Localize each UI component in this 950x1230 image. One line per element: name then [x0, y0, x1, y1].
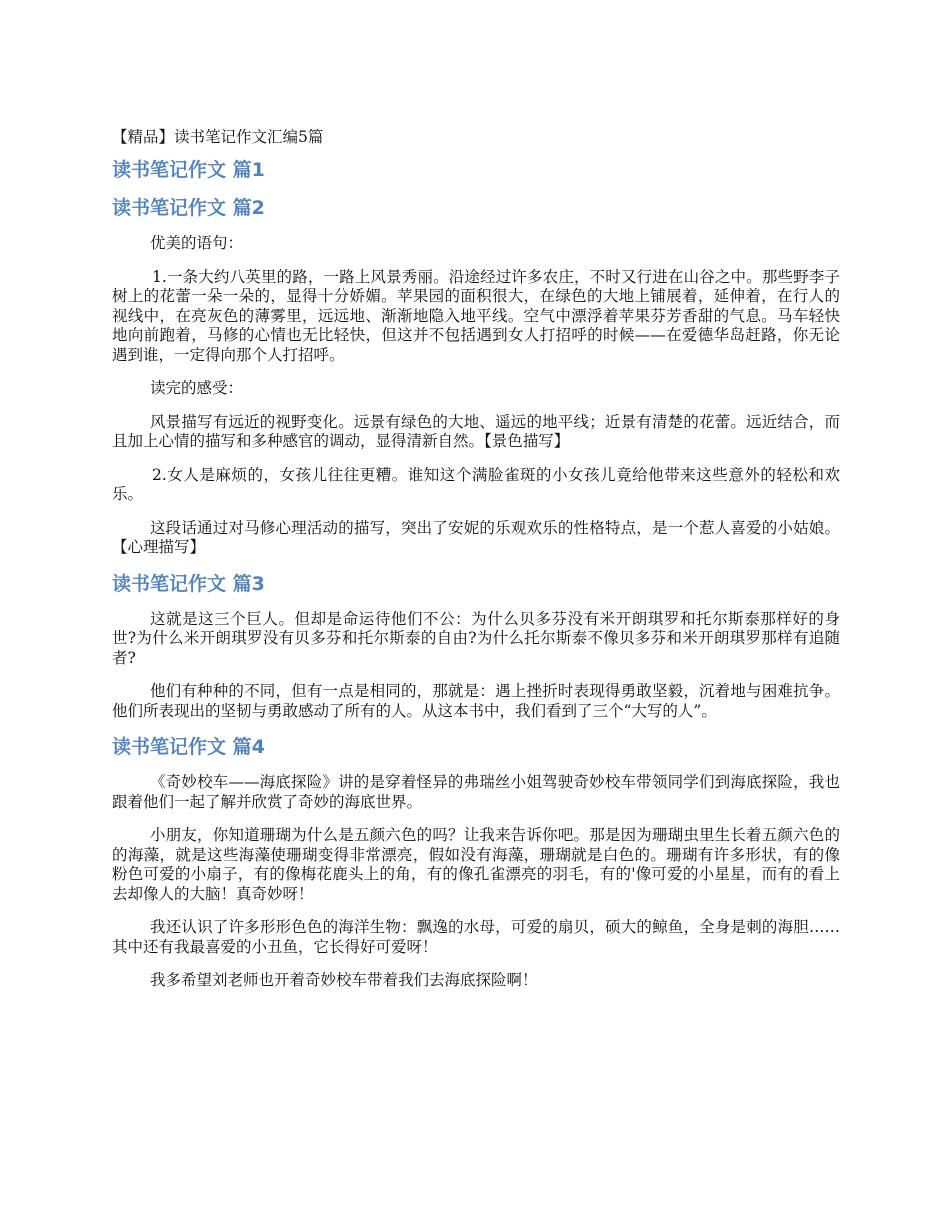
section-heading-1: 读书笔记作文 篇1	[112, 159, 265, 181]
paragraph: 他们有种种的不同，但有一点是相同的，那就是：遇上挫折时表现得勇敢坚毅，沉着地与困难抗争。他们所表现出的坚韧与勇敢感动了所有的人。从这本书中，我们看到了三个“大写的人”。	[112, 682, 840, 720]
document-title: 【精品】读书笔记作文汇编5篇	[112, 128, 324, 146]
paragraph: 2.女人是麻烦的，女孩儿往往更糟。谁知这个满脸雀斑的小女孩儿竟给他带来这些意外的轻松和欢乐。	[112, 465, 840, 503]
paragraph: 1.一条大约八英里的路，一路上风景秀丽。沿途经过许多农庄，不时又行进在山谷之中。那些野李子树上的花蕾一朵一朵的，显得十分娇媚。苹果园的面积很大，在绿色的大地上铺展着，延伸着，在行人的视线中，在亮灰色的薄雾里，远远地、渐渐地隐入地平线。空气中漂浮着苹果芬芳香甜的气息。马车轻快地向前跑着，马修的心情也无比轻快，但这并不包括遇到女人打招呼的时候——在爱德华岛赶路，你无论遇到谁，一定得向那个人打招呼。	[112, 267, 840, 364]
section-3	[112, 572, 840, 722]
document-page	[112, 124, 840, 1005]
section-4	[112, 735, 840, 991]
paragraph: 《奇妙校车——海底探险》讲的是穿着怪异的弗瑞丝小姐驾驶奇妙校车带领同学们到海底探险，我也跟着他们一起了解并欣赏了奇妙的海底世界。	[112, 773, 840, 811]
paragraph: 优美的语句：	[150, 234, 244, 252]
paragraph: 小朋友，你知道珊瑚为什么是五颜六色的吗？让我来告诉你吧。那是因为珊瑚虫里生长着五颜六色的的海藻，就是这些海藻使珊瑚变得非常漂亮，假如没有海藻，珊瑚就是白色的。珊瑚有许多形状，有的像粉色可爱的小扇子，有的像梅花鹿头上的角，有的像孔雀漂亮的羽毛，有的'像可爱的小星星，而有的看上去却像人的大脑！真奇妙呀！	[112, 826, 840, 903]
paragraph: 我多希望刘老师也开着奇妙校车带着我们去海底探险啊！	[150, 971, 538, 989]
section-heading-3: 读书笔记作文 篇3	[112, 572, 265, 595]
section-2	[112, 196, 840, 558]
section-1	[112, 158, 840, 182]
paragraph: 我还认识了许多形形色色的海洋生物：飘逸的水母，可爱的扇贝，硕大的鲸鱼，全身是刺的海胆……其中还有我最喜爱的小丑鱼，它长得好可爱呀！	[112, 918, 840, 956]
section-heading-2: 读书笔记作文 篇2	[112, 197, 265, 219]
section-heading-4: 读书笔记作文 篇4	[112, 736, 265, 758]
paragraph: 风景描写有远近的视野变化。远景有绿色的大地、遥远的地平线；近景有清楚的花蕾。远近结合，而且加上心情的描写和多种感官的调动，显得清新自然。【景色描写】	[112, 412, 840, 450]
paragraph: 这就是这三个巨人。但却是命运待他们不公：为什么贝多芬没有米开朗琪罗和托尔斯泰那样好的身世?为什么米开朗琪罗没有贝多芬和托尔斯泰的自由?为什么托尔斯泰不像贝多芬和米开朗琪罗那样有追随者?	[112, 609, 840, 667]
paragraph: 这段话通过对马修心理活动的描写，突出了安妮的乐观欢乐的性格特点，是一个惹人喜爱的小姑娘。【心理描写】	[112, 518, 840, 556]
paragraph: 读完的感受：	[150, 379, 244, 397]
